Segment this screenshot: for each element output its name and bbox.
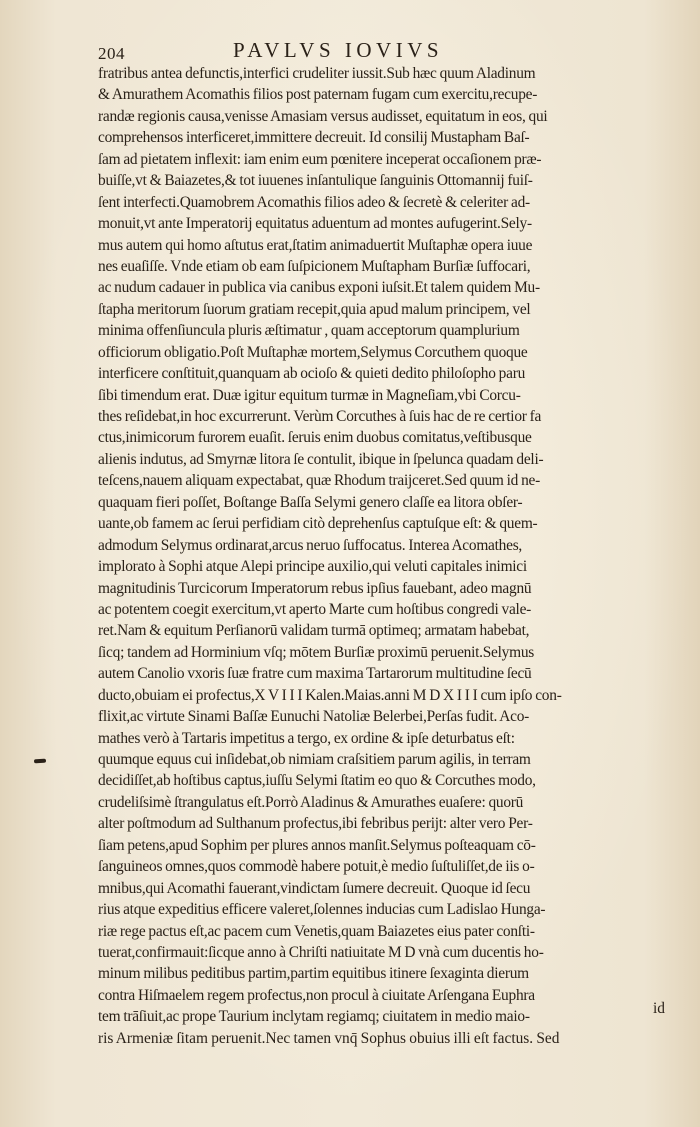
text-line: teſcens,nauem aliquam expectabat, quæ Rhodum traijceret.Sed quum id ne- — [98, 472, 541, 490]
text-line: riæ rege pactus eſt,ac pacem cum Venetis,quam Baiazetes eius pater conſti- — [98, 922, 535, 940]
text-line: ducto,obuiam ei profectus,X V I I I Kalen.Maias.anni M D X I I I cum ipſo con- — [98, 686, 562, 704]
text-line: randæ regionis causa,venisse Amasiam versus audisset, equitatum in eos, qui — [98, 107, 548, 125]
text-line: ris Armeniæ ſitam peruenit.Nec tamen vnq̄ Sophus obuius illi eſt factus. Sed — [98, 1029, 560, 1047]
text-line: fratribus antea defunctis,interfici crudeliter iussit.Sub hæc quum Aladinum — [98, 65, 536, 82]
page-number: 204 — [98, 44, 125, 63]
text-line: comprehensos interficeret,immittere decreuit. Id consilij Mustapham Baſ- — [98, 129, 530, 147]
text-line: ſicq; tandem ad Horminium vſq; mōtem Burſiæ proximū peruenit.Selymus — [98, 643, 535, 661]
text-line: quaquam fieri poſſet, Boſtange Baſſa Selymi genero claſſe ea litora obſer- — [98, 493, 523, 511]
text-line: mus autem qui homo aſtutus erat,ſtatim animaduertit Muſtaphæ opera iuue — [98, 236, 533, 254]
text-line: alienis indutus, ad Smyrnæ litora ſe contulit, ibique in ſpelunca quadam deli- — [98, 450, 544, 468]
page-header — [98, 38, 668, 64]
text-line: ſam ad pietatem inflexit: iam enim eum pœnitere inceperat occaſionem præ- — [98, 150, 542, 168]
text-line: crudeliſsimè ſtrangulatus eſt.Porrò Aladinus & Amurathes euaſere: quorū — [98, 793, 524, 811]
text-line: tem trāſiuit,ac prope Taurium inclytam regiamq; ciuitatem in medio maio- — [98, 1008, 530, 1026]
text-line: magnitudinis Turcicorum Imperatorum rebus ipſius fauebant, adeo magnū — [98, 579, 532, 597]
text-line: mathes verò à Tartaris impetitus a tergo, ex ordine & ipſe deturbatus eſt: — [98, 729, 515, 747]
text-line: minum milibus peditibus partim,partim equitibus itinere ſexaginta dierum — [98, 965, 529, 983]
text-line: alter poſtmodum ad Sulthanum profectus,ibi febribus perijt: alter vero Per- — [98, 815, 533, 833]
text-line: contra Hiſmaelem regem profectus,non procul à ciuitate Arſengana Euphra — [98, 986, 535, 1004]
text-line: decidiſſet,ab hoſtibus captus,iuſſu Selymi ſtatim eo quo & Corcuthes modo, — [98, 772, 536, 790]
text-line: tuerat,confirmauit:ſicque anno à Chriſti natiuitate M D vnà cum ducentis ho- — [98, 943, 544, 961]
text-line: autem Canolio vxoris ſuæ fratre cum maxima Tartarorum multitudine ſecū — [98, 665, 532, 683]
margin-pointer-mark — [34, 759, 46, 764]
text-line: ſibi timendum erat. Duæ igitur equitum turmæ in Magneſiam,vbi Corcu- — [98, 386, 521, 404]
text-line: quumque equus cui inſidebat,ob nimiam craſsitiem parum agilis, in terram — [98, 751, 531, 768]
catchword: id — [653, 1000, 665, 1017]
text-line: ac nudum cadauer in publica via canibus exponi iuſsit.Et talem quidem Mu- — [98, 279, 540, 297]
text-line: ac potentem coegit exercitum,vt aperto Marte cum hoſtibus congredi vale- — [98, 600, 532, 618]
text-line: ctus,inimicorum furorem euaſit. ſeruis enim duobus comitatus,veſtibusque — [98, 429, 532, 447]
text-line: implorato à Sophi atque Alepi principe auxilio,qui veluti capitales inimici — [98, 558, 527, 576]
text-line: minima offenſiuncula pluris æſtimatur , quam acceptorum quamplurium — [98, 322, 520, 340]
text-line: interficere conſtituit,quanquam ab ocioſo & quieti dedito philoſopho paru — [98, 365, 526, 383]
text-line: admodum Selymus ordinarat,arcus neruo ſuffocatus. Interea Acomathes, — [98, 536, 523, 554]
text-line: uante,ob famem ac ſerui perfidiam citò deprehenſus captuſque eſt: & quem- — [98, 515, 538, 533]
text-line: officiorum obligatio.Poſt Muſtaphæ mortem,Selymus Corcuthem quoque — [98, 343, 528, 361]
text-line: flixit,ac virtute Sinami Baſſæ Eunuchi Natoliæ Belerbei,Perſas fudit. Aco- — [98, 708, 530, 726]
text-line: buiſſe,vt & Baiazetes,& tot iuuenes inſantulique ſanguinis Ottomannij fuiſ- — [98, 172, 533, 190]
running-head: PAVLVS IOVIVS — [233, 38, 444, 62]
text-line: ſent interfecti.Quamobrem Acomathis filios adeo & ſecretè & celeriter ad- — [98, 193, 530, 211]
text-line: thes reſidebat,in hoc excurrerunt. Verùm Corcuthes à ſuis hac de re certior fa — [98, 408, 542, 425]
text-line: ſanguineos omnes,quos commodè habere potuit,è medio ſuſtuliſſet,de iis o- — [98, 858, 535, 876]
body-text — [98, 63, 678, 1049]
text-line: monuit,vt ante Imperatorij equitatus aduentum ad montes aufugerint.Sely- — [98, 215, 532, 233]
text-line: ret.Nam & equitum Perſianorū validam turmā optimeq; armatam habebat, — [98, 622, 530, 640]
text-line: ſiam petens,apud Sophim per plures annos manſit.Selymus poſteaquam cō- — [98, 836, 536, 854]
text-line: mnibus,qui Acomathi fauerant,vindictam ſumere decreuit. Quoque id ſecu — [98, 879, 531, 897]
text-line: ſtapha meritorum ſuorum gratiam recepit,quia apud malum principem, vel — [98, 300, 531, 318]
text-line: rius atque expeditius efficere valeret,ſolennes inducias cum Ladislao Hunga- — [98, 901, 546, 919]
text-line: & Amurathem Acomathis filios post paternam fugam cum exercitu,recupe- — [98, 86, 538, 104]
text-line: nes euaſiſſe. Vnde etiam ob eam ſuſpicionem Muſtapham Burſiæ ſuffocari, — [98, 257, 531, 275]
